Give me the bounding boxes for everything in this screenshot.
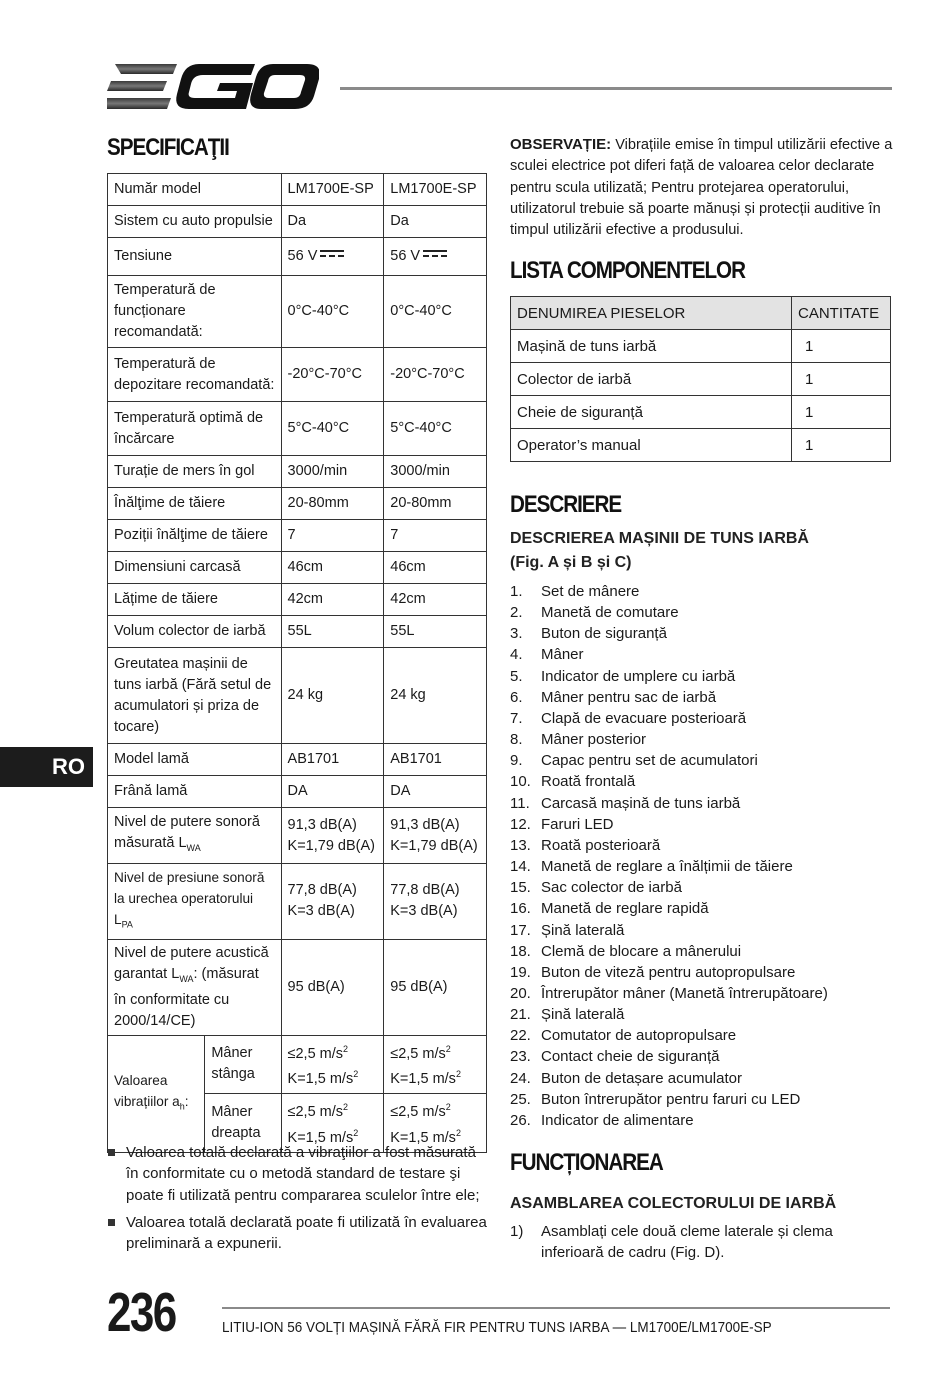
spec-value: 42cm xyxy=(390,591,426,607)
specifications-table xyxy=(107,173,487,1153)
spec-value: 55L xyxy=(287,623,312,639)
item-label: Contact cheie de siguranță xyxy=(541,1048,720,1066)
item-label: Manetă de reglare a înălțimii de tăiere xyxy=(541,858,793,876)
spec-value: 24 kg xyxy=(287,687,324,703)
item-label: Indicator de alimentare xyxy=(541,1111,694,1129)
table-row: Mâner dreapta ≤2,5 $m/s^2$ K=1,5 $m/s^2$ ≤2,5 $m/s^2$ K=1,5 $m/s^2$ xyxy=(108,1094,487,1153)
operation-title: FUNCȚIONAREA xyxy=(510,1149,663,1176)
components-title: LISTA COMPONENTELOR xyxy=(510,257,745,284)
table-row xyxy=(108,456,487,488)
item-number: 20. xyxy=(510,984,531,1002)
list-item: Valoarea totală declarată poate fi utilizată în evaluarea preliminară a expunerii. xyxy=(107,1212,492,1255)
list-item xyxy=(510,602,828,623)
spec-value: 42cm xyxy=(287,591,323,607)
item-number: 22. xyxy=(510,1027,531,1045)
left-handle-label: Mâner stânga xyxy=(205,1035,281,1094)
item-number: 23. xyxy=(510,1048,531,1066)
spec-label: Temperatură de funcționare recomandată: xyxy=(108,276,282,348)
list-item xyxy=(510,920,828,941)
step-number: 1) xyxy=(510,1223,524,1240)
list-item xyxy=(510,666,828,687)
list-item xyxy=(510,793,828,814)
assembly-subtitle: ASAMBLAREA COLECTORULUI DE IARBĂ xyxy=(510,1195,837,1212)
item-label: Șină laterală xyxy=(541,921,625,939)
item-number: 14. xyxy=(510,858,531,876)
item-number: 17. xyxy=(510,921,531,939)
list-item xyxy=(510,1068,828,1089)
item-label: Roată frontală xyxy=(541,773,636,791)
table-row xyxy=(108,348,487,402)
item-label: Întrerupător mâner (Manetă întrerupătoare) xyxy=(541,984,828,1002)
spec-value: 5°C-40°C xyxy=(390,420,452,436)
footer-rule xyxy=(222,1307,890,1309)
list-item xyxy=(510,962,828,983)
bullet-icon xyxy=(108,1219,115,1226)
part-quantity: 1 xyxy=(792,396,891,429)
item-label: Mâner posterior xyxy=(541,731,647,749)
item-number: 6. xyxy=(510,688,523,706)
item-label: Buton de detașare acumulator xyxy=(541,1069,742,1087)
page-number: 236 xyxy=(107,1281,176,1343)
spec-value: 55L xyxy=(390,623,415,639)
spec-value: 7 xyxy=(390,527,399,543)
item-label: Mâner xyxy=(541,646,584,664)
list-item xyxy=(510,729,828,750)
spec-label: Înălţime de tăiere xyxy=(108,488,282,520)
spec-value: 0°C-40°C xyxy=(390,303,452,319)
table-row: Nivel de presiune sonoră la urechea operatorului $L_{PA}$ 77,8 dB(A) K=3 dB(A) 77,8 dB(A) K=3 dB(A) xyxy=(108,864,487,940)
part-name: Operator’s manual xyxy=(511,429,792,462)
table-row xyxy=(108,238,487,276)
spec-value: 20-80mm xyxy=(287,495,349,511)
item-label: Set de mânere xyxy=(541,583,640,600)
item-number: 11. xyxy=(510,794,530,812)
item-label: Buton întrerupător pentru faruri cu LED xyxy=(541,1090,801,1108)
list-item xyxy=(510,687,828,708)
spec-value: LM1700E-SP xyxy=(287,181,374,197)
observation-note xyxy=(510,134,895,241)
table-row xyxy=(511,330,891,363)
sound-pressure-label: Nivel de presiune sonoră la urechea operatorului L xyxy=(114,870,265,927)
table-row xyxy=(108,276,487,348)
item-number: 8. xyxy=(510,731,523,749)
table-row xyxy=(108,776,487,808)
table-row xyxy=(511,396,891,429)
list-item xyxy=(510,835,828,856)
vibration-notes xyxy=(107,1142,492,1260)
spec-label: Număr model xyxy=(108,174,282,206)
table-header-row xyxy=(511,297,891,330)
list-item xyxy=(510,1110,828,1131)
component-description-list xyxy=(510,581,828,1131)
item-label: Faruri LED xyxy=(541,815,614,833)
spec-label: Volum colector de iarbă xyxy=(108,616,282,648)
description-figure-ref: (Fig. A și B și C) xyxy=(510,554,632,571)
list-item xyxy=(510,644,828,665)
spec-label: Poziții înălţime de tăiere xyxy=(108,520,282,552)
spec-value: -20°C-70°C xyxy=(287,366,362,382)
table-row xyxy=(108,648,487,744)
description-title: DESCRIERE xyxy=(510,491,622,518)
item-number: 16. xyxy=(510,900,531,918)
table-row xyxy=(108,488,487,520)
spec-value: 0°C-40°C xyxy=(287,303,350,319)
observation-label: OBSERVAȚIE: xyxy=(510,136,612,153)
list-item xyxy=(510,750,828,771)
spec-label: Sistem cu auto propulsie xyxy=(108,206,282,238)
table-row: Nivel de putere acustică garantat $L_{WA}$: (măsurat în conformitate cu 2000/14/CE) 95 dB(A) 95 dB(A) xyxy=(108,939,487,1035)
spec-label: Temperatură optimă de încărcare xyxy=(108,402,282,456)
right-handle-label: Mâner dreapta xyxy=(205,1094,281,1153)
item-number: 18. xyxy=(510,942,531,960)
spec-value: LM1700E-SP xyxy=(390,181,477,197)
step-text: Asamblați cele două cleme laterale și clema inferioară de cadru (Fig. D). xyxy=(541,1223,833,1262)
sound-power-label: Nivel de putere sonoră măsurată L xyxy=(114,814,260,852)
item-label: Șină laterală xyxy=(541,1006,625,1024)
spec-value: 46cm xyxy=(390,559,426,575)
dc-current-icon xyxy=(320,249,344,259)
list-item xyxy=(510,771,828,792)
list-item xyxy=(510,1046,828,1067)
specifications-title: SPECIFICAŢII xyxy=(107,134,229,161)
item-number: 9. xyxy=(510,752,523,770)
item-label: Indicator de umplere cu iarbă xyxy=(541,667,736,685)
spec-value: 3000/min xyxy=(390,463,450,479)
spec-value: Da xyxy=(390,213,409,229)
list-item xyxy=(510,708,828,729)
item-number: 13. xyxy=(510,836,531,854)
spec-label: Tensiune xyxy=(108,238,282,276)
spec-label: Lățime de tăiere xyxy=(108,584,282,616)
item-number: 5. xyxy=(510,667,523,685)
item-label: Clapă de evacuare posterioară xyxy=(541,709,747,727)
item-number: 26. xyxy=(510,1111,531,1129)
part-quantity: 1 xyxy=(792,330,891,363)
spec-value: 46cm xyxy=(287,559,323,575)
item-number: 12. xyxy=(510,815,531,833)
list-item xyxy=(510,1025,828,1046)
spec-value: Da xyxy=(287,213,307,229)
list-item xyxy=(510,898,828,919)
spec-value: 7 xyxy=(287,527,296,543)
part-quantity: 1 xyxy=(792,363,891,396)
item-label: Buton de siguranță xyxy=(541,625,667,643)
spec-value: DA xyxy=(390,783,411,799)
part-name: Cheie de siguranță xyxy=(511,396,792,429)
spec-value: -20°C-70°C xyxy=(390,366,465,382)
item-number: 4. xyxy=(510,646,523,664)
spec-value: 3000/min xyxy=(287,463,348,479)
list-item xyxy=(510,877,828,898)
item-label: Sac colector de iarbă xyxy=(541,879,682,897)
list-item xyxy=(510,814,828,835)
column-header-quantity: CANTITATE xyxy=(792,297,891,330)
header-rule xyxy=(340,87,892,90)
spec-value: 56 V xyxy=(390,248,421,264)
item-number: 2. xyxy=(510,604,523,622)
ego-logo xyxy=(107,62,319,112)
item-number: 15. xyxy=(510,879,531,897)
spec-label: Frână lamă xyxy=(108,776,282,808)
spec-value: 5°C-40°C xyxy=(287,420,350,436)
item-label: Buton de viteză pentru autopropulsare xyxy=(541,963,796,981)
part-quantity: 1 xyxy=(792,429,891,462)
table-row xyxy=(108,520,487,552)
item-label: Capac pentru set de acumulatori xyxy=(541,752,758,770)
table-row: Nivel de putere sonoră măsurată $L_{WA}$ 91,3 dB(A) K=1,79 dB(A) 91,3 dB(A) K=1,79 dB(A) xyxy=(108,808,487,864)
dc-current-icon xyxy=(423,249,447,259)
vibration-label: Valoarea vibrațiilor a xyxy=(114,1072,180,1109)
part-name: Colector de iarbă xyxy=(511,363,792,396)
guaranteed-power-label: Nivel de putere acustică garantat L xyxy=(114,944,269,982)
spec-label: Dimensiuni carcasă xyxy=(108,552,282,584)
item-number: 21. xyxy=(510,1006,531,1024)
table-row xyxy=(108,552,487,584)
part-name: Mașină de tuns iarbă xyxy=(511,330,792,363)
item-label: Clemă de blocare a mânerului xyxy=(541,942,742,960)
list-item xyxy=(510,623,828,644)
spec-label: Turație de mers în gol xyxy=(108,456,282,488)
spec-label: Greutatea mașinii de tuns iarbă (Fără setul de acumulatori și priza de tocare) xyxy=(108,648,282,744)
item-number: 24. xyxy=(510,1069,531,1087)
table-row xyxy=(108,616,487,648)
item-label: Carcasă mașină de tuns iarbă xyxy=(541,794,741,812)
table-row xyxy=(108,402,487,456)
table-row xyxy=(511,429,891,462)
column-header-name: DENUMIREA PIESELOR xyxy=(511,297,792,330)
table-row xyxy=(108,206,487,238)
table-row xyxy=(108,744,487,776)
list-item xyxy=(510,1004,828,1025)
item-label: Mâner pentru sac de iarbă xyxy=(541,688,717,706)
list-item xyxy=(510,1089,828,1110)
description-subtitle: DESCRIEREA MAȘINII DE TUNS IARBĂ xyxy=(510,530,809,547)
table-row: Valoarea vibrațiilor $a_h$: Mâner stânga ≤2,5 $m/s^2$ K=1,5 $m/s^2$ ≤2,5 $m/s^2$ K=1,5 $m/s^2$ xyxy=(108,1035,487,1094)
spec-value: AB1701 xyxy=(287,751,340,767)
item-number: 25. xyxy=(510,1090,531,1108)
components-table xyxy=(510,296,891,462)
item-label: Manetă de reglare rapidă xyxy=(541,900,709,918)
spec-label: Model lamă xyxy=(108,744,282,776)
spec-value: AB1701 xyxy=(390,751,442,767)
item-number: 1. xyxy=(510,583,523,600)
item-number: 7. xyxy=(510,709,523,727)
list-item xyxy=(510,941,828,962)
item-number: 3. xyxy=(510,625,523,643)
item-label: Roată posterioară xyxy=(541,836,661,854)
observation-text: Vibrațiile emise în timpul utilizării efective a sculei electrice pot diferi față de valoarea celor declarate pentru scula utilizată; Pentru protejarea operatorului, utilizatorul trebuie să poarte mănuși și protecții auditive în timpul utilizării efective a produsului. xyxy=(510,137,893,239)
spec-value: DA xyxy=(287,783,308,799)
item-label: Comutator de autopropulsare xyxy=(541,1027,737,1045)
list-item xyxy=(510,856,828,877)
bullet-icon xyxy=(108,1149,115,1156)
item-label: Manetă de comutare xyxy=(541,604,679,622)
list-item xyxy=(510,983,828,1004)
list-item xyxy=(510,581,828,602)
item-number: 10. xyxy=(510,773,531,791)
language-tab: RO xyxy=(0,747,93,787)
spec-value: 24 kg xyxy=(390,687,426,703)
item-number: 19. xyxy=(510,963,531,981)
footer-title: LITIU-ION 56 VOLȚI MAȘINĂ FĂRĂ FIR PENTRU TUNS IARBA — LM1700E/LM1700E-SP xyxy=(222,1319,772,1336)
table-row xyxy=(511,363,891,396)
list-item: Valoarea totală declarată a vibraţiilor a fost măsurată în conformitate cu o metodă standard de testare şi poate fi utilizată pentru compararea sculelor între ele; xyxy=(107,1142,492,1206)
spec-value: 56 V xyxy=(287,248,318,264)
table-row xyxy=(108,584,487,616)
table-row xyxy=(108,174,487,206)
assembly-step xyxy=(510,1221,895,1264)
spec-label: Temperatură de depozitare recomandată: xyxy=(108,348,282,402)
spec-value: 20-80mm xyxy=(390,495,452,511)
